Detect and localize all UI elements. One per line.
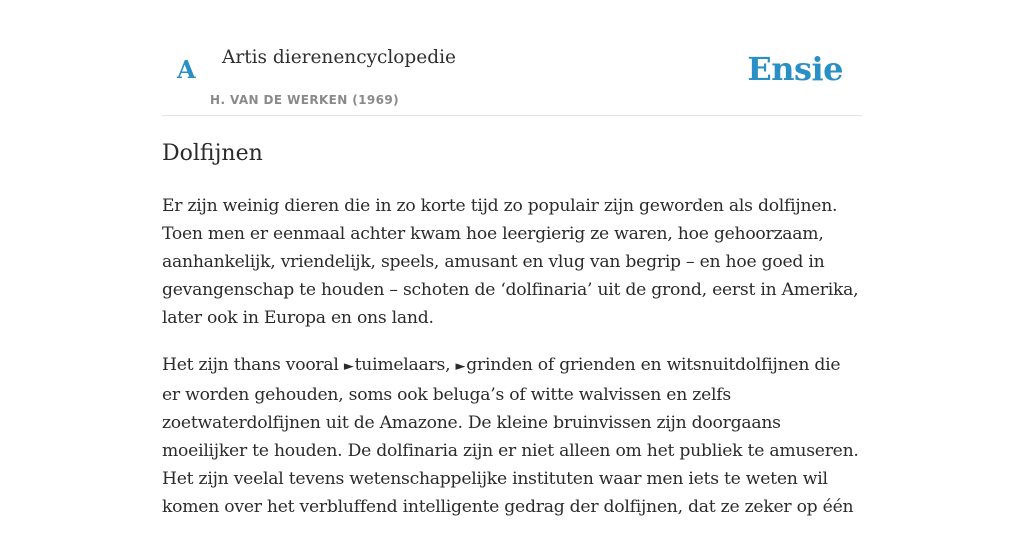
paragraph-text: Het zijn thans vooral xyxy=(162,355,344,375)
paragraph-line: later ook in Europa en ons land. xyxy=(162,308,434,328)
paragraph-line: er worden gehouden, soms ook beluga’s of witte walvissen en zelfs xyxy=(162,385,731,405)
paragraph-line: Toen men er eenmaal achter kwam hoe leergierig ze waren, hoe gehoorzaam, xyxy=(162,224,824,244)
paragraph-line: komen over het verbluffend intelligente gedrag der dolfijnen, dat ze zeker op één xyxy=(162,497,854,517)
brand-logo[interactable]: Ensie xyxy=(747,50,843,88)
xref-link-tuimelaars[interactable] xyxy=(344,355,445,375)
xref-label: grinden xyxy=(466,355,533,375)
paragraph-line: Het zijn veelal tevens wetenschappelijke instituten waar men iets te weten wil xyxy=(162,469,828,489)
paragraph-1 xyxy=(162,192,862,332)
paragraph-line: Er zijn weinig dieren die in zo korte tijd zo populair zijn geworden als dolfijnen. xyxy=(162,196,838,216)
page-container xyxy=(162,0,862,517)
paragraph-line: zoetwaterdolfijnen uit de Amazone. De kleine bruinvissen zijn doorgaans xyxy=(162,413,781,433)
paragraph-line: gevangenschap te houden – schoten de ‘dolfinaria’ uit de grond, eerst in Amerika, xyxy=(162,280,859,300)
xref-label: tuimelaars xyxy=(354,355,446,375)
paragraph-line: moeilijker te houden. De dolfinaria zijn er niet alleen om het publiek te amuseren. xyxy=(162,441,859,461)
paragraph-2 xyxy=(162,351,862,521)
arrow-right-icon: ► xyxy=(455,359,466,374)
arrow-right-icon: ► xyxy=(343,359,354,374)
book-author: H. VAN DE WERKEN (1969) xyxy=(210,93,400,107)
paragraph-text: of grienden en witsnuitdolfijnen die xyxy=(532,355,841,375)
xref-link-grinden[interactable] xyxy=(456,355,533,375)
paragraph-text: , xyxy=(445,355,456,375)
book-logo-letter[interactable]: A xyxy=(177,55,196,84)
paragraph-line xyxy=(162,351,862,381)
article-title: Dolfijnen xyxy=(162,141,263,166)
book-title[interactable]: Artis dierenencyclopedie xyxy=(222,47,456,68)
paragraph-line: aanhankelijk, vriendelijk, speels, amusant en vlug van begrip – en hoe goed in xyxy=(162,252,825,272)
page-header xyxy=(162,0,862,116)
article-body xyxy=(162,192,862,540)
